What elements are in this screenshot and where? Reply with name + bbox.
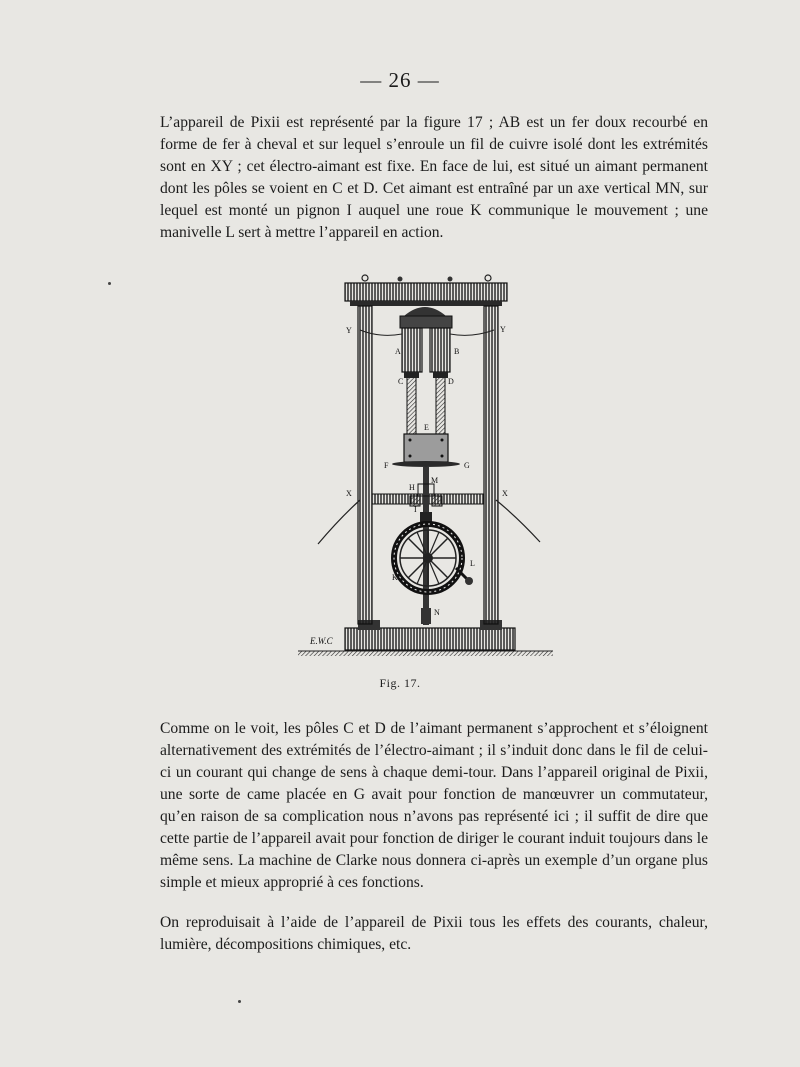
wheel-k <box>394 524 462 592</box>
figure-caption: Fig. 17. <box>379 676 421 690</box>
magnet-block-e <box>404 434 448 462</box>
top-beam <box>345 283 507 301</box>
label-f: F <box>384 461 389 470</box>
coil-b <box>430 328 450 372</box>
pole-c <box>407 372 416 434</box>
commutator-disc <box>392 461 460 467</box>
wire-x-right <box>496 500 540 542</box>
label-d: D <box>448 377 454 386</box>
label-x-left: X <box>346 489 352 498</box>
wooden-base <box>345 628 515 650</box>
paragraph-2: Comme on le voit, les pôles C et D de l’aimant permanent s’approchent et s’éloignent alternativement des extrémités de l’électro-aimant ; il s’induit donc dans le fil de celui-ci un courant qui change de sens à chaque demi-tour. Dans l’appareil original de Pixii, une sorte de came placée en G avait pour fonction de manœuvrer un commutateur, qu’en raison de sa complication nous n’avons pas représenté ici ; il suffit de dire que cette partie de l’appareil avait pour fonction de diriger le courant induit toujours dans le même sens. La machine de Clarke nous donnera ci-après un exemple d’un organe plus simple et mieux approprié à ces fonctions. <box>160 720 708 891</box>
label-y-right: Y <box>500 325 506 334</box>
label-c: C <box>398 377 404 386</box>
wire-x-left <box>318 500 360 544</box>
label-k: K <box>392 573 398 582</box>
ground-hatching <box>298 651 553 656</box>
label-x-right: X <box>502 489 508 498</box>
label-m: M <box>431 476 439 485</box>
paper-speck <box>108 282 111 285</box>
label-h: H <box>409 483 415 492</box>
label-g: G <box>464 461 470 470</box>
paper-speck <box>238 1000 241 1003</box>
label-b: B <box>454 347 460 356</box>
paragraph-1: L’appareil de Pixii est représenté par la figure 17 ; AB est un fer doux recourbé en forme de fer à cheval et sur lequel s’enroule un fil de cuivre isolé dont les extrémités sont en XY ; cet électro-aimant est fixe. En face de lui, est situé un aimant permanent dont les pôles se voient en C et D. Cet aimant est entraîné par un axe vertical MN, sur lequel est monté un pignon I auquel une roue K communique le mouvement ; une manivelle L sert à mettre l’appareil en action. <box>160 114 708 241</box>
coil-a <box>402 328 422 372</box>
label-a: A <box>395 347 401 356</box>
engraver-signature: E.W.C <box>310 636 333 646</box>
pole-d <box>436 372 445 434</box>
left-upright <box>358 306 372 624</box>
figure-17-illustration <box>290 268 560 668</box>
label-l: L <box>470 559 475 568</box>
paragraph-3: On reproduisait à l’aide de l’appareil de Pixii tous les effets des courants, chaleur, lumière, décompositions chimiques, etc. <box>160 914 708 953</box>
label-y-left: Y <box>346 326 352 335</box>
label-i: I <box>414 505 417 514</box>
right-upright <box>484 306 498 624</box>
label-e: E <box>424 423 429 432</box>
pixii-machine-engraving <box>290 268 560 668</box>
label-n: N <box>434 608 440 617</box>
page-number: — 26 — <box>360 68 440 92</box>
